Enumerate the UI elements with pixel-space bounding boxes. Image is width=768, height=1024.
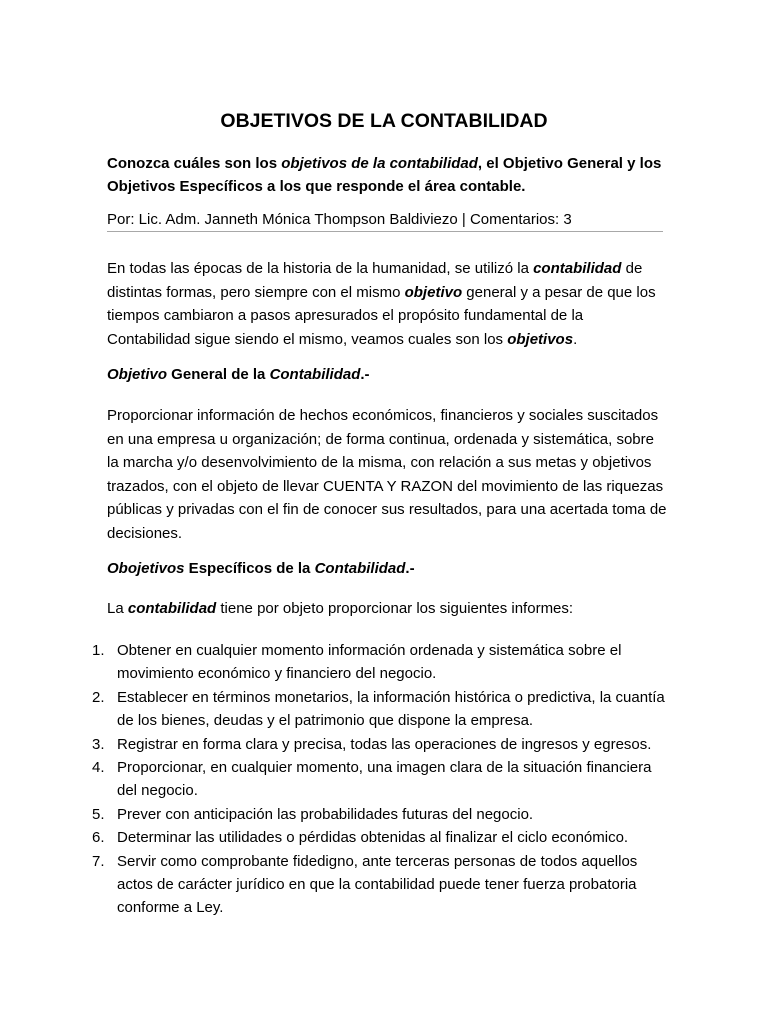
- list-item-text: Proporcionar, en cualquier momento, una imagen clara de la situación financiera del negocio.: [117, 759, 652, 800]
- heading-italic: Contabilidad: [269, 366, 361, 383]
- list-item-text: Registrar en forma clara y precisa, todas las operaciones de ingresos y egresos.: [117, 735, 652, 753]
- intro-text: de distintas formas, pero siempre con el mismo: [107, 260, 643, 301]
- list-item: [92, 803, 667, 826]
- list-item-text: Establecer en términos monetarios, la información histórica o predictiva, la cuantía de los bienes, deudas y el patrimonio que dispone la empresa.: [117, 688, 665, 730]
- intro-text: En todas las épocas de la historia de la humanidad, se utilizó la: [107, 260, 534, 277]
- heading-text: General de la: [167, 366, 270, 383]
- list-item: [92, 756, 667, 803]
- intro-emphasis: contabilidad: [533, 260, 622, 277]
- list-item-text: Obtener en cualquier momento información ordenada y sistemática sobre el movimiento económico y financiero del negocio.: [117, 642, 622, 683]
- specific-objectives-heading: [107, 557, 667, 580]
- list-item: [92, 639, 667, 686]
- specific-intro-emphasis: contabilidad: [127, 600, 217, 617]
- list-item: [92, 686, 667, 733]
- list-item-text: Servir como comprobante fidedigno, ante terceras personas de todos aquellos actos de carácter jurídico en que la contabilidad puede tener fuerza probatoria conforme a Ley.: [117, 852, 638, 917]
- subtitle-text: Conozca cuáles son los: [107, 155, 282, 172]
- heading-italic: Objetivo: [107, 366, 168, 383]
- subtitle-emphasis: objetivos de la contabilidad: [281, 155, 478, 172]
- list-item: [92, 733, 667, 756]
- list-item: [92, 826, 667, 849]
- list-item-number: 3.: [92, 735, 105, 753]
- general-objective-paragraph: Proporcionar información de hechos económicos, financieros y sociales suscitados en una empresa u organización; de forma continua, ordenada y sistemática, sobre la marcha y/o desenvolvimiento de la misma, con relación a sus metas y objetivos trazados, con el objeto de llevar CUENTA Y RAZON del movimiento de las riquezas públicas y privadas con el fin de conocer sus resultados, para una acertada toma de decisiones.: [107, 407, 667, 542]
- list-item: [92, 850, 667, 920]
- list-item-number: 6.: [92, 829, 105, 847]
- objectives-list: [92, 639, 667, 920]
- subtitle-text: , el Objetivo General y los Objetivos Específicos a los que responde el área contable.: [107, 155, 662, 195]
- heading-text: Específicos de la: [184, 560, 315, 577]
- list-item-number: 5.: [92, 805, 105, 823]
- document-title: OBJETIVOS DE LA CONTABILIDAD: [220, 110, 548, 132]
- list-item-text: Determinar las utilidades o pérdidas obtenidas al finalizar el ciclo económico.: [117, 829, 629, 847]
- list-item-number: 4.: [92, 759, 105, 777]
- intro-emphasis: objetivo: [404, 283, 463, 301]
- list-item-number: 7.: [92, 852, 105, 870]
- intro-text: .: [573, 330, 578, 348]
- author-byline: Por: Lic. Adm. Janneth Mónica Thompson Baldiviezo | Comentarios: 3: [107, 211, 572, 228]
- list-item-text: Prever con anticipación las probabilidades futuras del negocio.: [117, 805, 534, 823]
- general-objective-heading: [107, 363, 667, 386]
- heading-italic: Contabilidad: [314, 560, 406, 577]
- list-item-number: 2.: [92, 688, 105, 706]
- heading-text: .-: [360, 366, 370, 383]
- intro-paragraph: [107, 257, 667, 351]
- heading-text: .-: [405, 560, 415, 577]
- intro-text: general y a pesar de que los tiempos cambiaron a pasos apresurados el propósito fundamental de la Contabilidad sigue siendo el mismo, veamos cuales son los: [107, 283, 656, 348]
- heading-italic: Obojetivos: [107, 560, 185, 577]
- intro-emphasis: objetivos: [507, 330, 574, 348]
- specific-intro-text: La: [107, 600, 128, 617]
- byline-divider: [107, 231, 663, 232]
- list-item-number: 1.: [92, 642, 105, 659]
- specific-intro-paragraph: [107, 597, 667, 621]
- specific-intro-text: tiene por objeto proporcionar los siguientes informes:: [216, 600, 574, 617]
- document-subtitle: [107, 152, 667, 198]
